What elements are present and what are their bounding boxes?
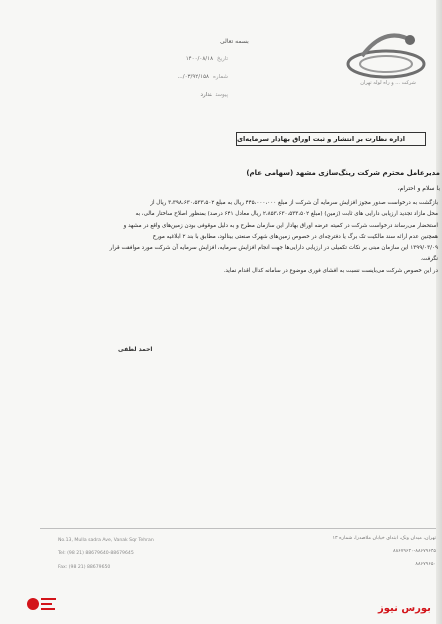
- watermark-brand: بورس نیوز: [378, 603, 431, 614]
- attachment-value: ندارد: [200, 92, 212, 98]
- date-label: تاریخ: [217, 56, 228, 62]
- date-value: ۱۴۰۰/۰۸/۱۸: [185, 56, 214, 62]
- signatory-name: احمد لطفی: [118, 346, 153, 353]
- footer-address-en: No.13, Mulla sadra Ave, Vanak Sqr Tehran: [58, 538, 154, 543]
- footer-divider: [40, 528, 436, 529]
- attachment-line: [148, 92, 228, 98]
- number-line: [148, 74, 228, 80]
- body-line: استحضار می‌رساند درخواست شرکت در کمیته عرضه اوراق بهادار این سازمان مطرح و به دلیل موقوفی بودن زمین‌های واقع در مشهد و: [123, 222, 438, 229]
- addressee: مدیرعامل محترم شرکت رینگ‌سازی مشهد (سهامی عام): [246, 169, 440, 177]
- attachment-label: پیوست: [215, 92, 228, 98]
- salutation: با سلام و احترام،: [397, 185, 440, 192]
- bismillah: بسمه تعالی: [220, 38, 249, 45]
- letter-body: [0, 198, 440, 277]
- footer-fax-en: Fax: (98 21) 88679650: [58, 565, 111, 570]
- number-value: ۰۳/۹۲/۱۵۸/...: [177, 74, 209, 80]
- body-line: ۱۳۹۹/۰۳/۰۹ این سازمان مبنی بر نکات تکمیلی در ارزیابی دارایی‌ها جهت انجام افزایش سرمایه، افزایش سرمایه آن شرکت مورد موافقت قرار: [109, 245, 438, 252]
- footer-fax-fa: ۸۸۶۷۹۶۵۰: [415, 562, 436, 567]
- body-line: نگرفت.: [420, 256, 438, 263]
- organization-logo: [344, 20, 428, 100]
- body-line: محل مازاد تجدید ارزیابی دارایی های ثابت (زمین) (مبلغ ۲،۸۵۳،۶۳۰،۵۳۳،۵۰۲ ریال معادل ۶۴۱ درصد) بمنظور اصلاح ساختار مالی، به: [135, 211, 438, 218]
- number-label: شماره: [212, 74, 228, 80]
- organization-name: شرکت ... و راه لوله تهران: [360, 80, 416, 86]
- watermark-logo-icon: [24, 595, 58, 613]
- footer-tel-fa: ۸۸۶۷۹۶۴۰-۸۸۶۷۹۶۴۵: [393, 549, 436, 554]
- page-edge-shadow: [436, 0, 442, 624]
- body-line: در این خصوص شرکت می‌بایست نسبت به افشای فوری موضوع در سامانه کدال اقدام نماید.: [223, 267, 438, 274]
- date-line: [148, 56, 228, 62]
- footer-tel-en: Tel: (98 21) 88679640-88679645: [58, 551, 134, 556]
- body-line: همچنین عدم ارائه سند مالکیت تک برگ یا دفترچه‌ای در خصوص زمین‌های شهرک صنعتی بینالود، مطابق با بند ۲ ابلاغیه مورخ: [152, 233, 438, 240]
- body-line: بازگشت به درخواست صدور مجوز افزایش سرمایه آن شرکت از مبلغ ۴۴۵،۰۰۰،۰۰۰ ریال به مبلغ ۳،۳۹۸،۶۳۰،۵۳۳،۵۰۲ ریال از: [150, 200, 438, 206]
- footer-address-fa: تهران، میدان ونک، ابتدای خیابان ملاصدرا، شماره ۱۳: [332, 536, 436, 541]
- department-heading: اداره نظارت بر انتشار و ثبت اوراق بهادار سرمایه‌ای: [236, 132, 426, 146]
